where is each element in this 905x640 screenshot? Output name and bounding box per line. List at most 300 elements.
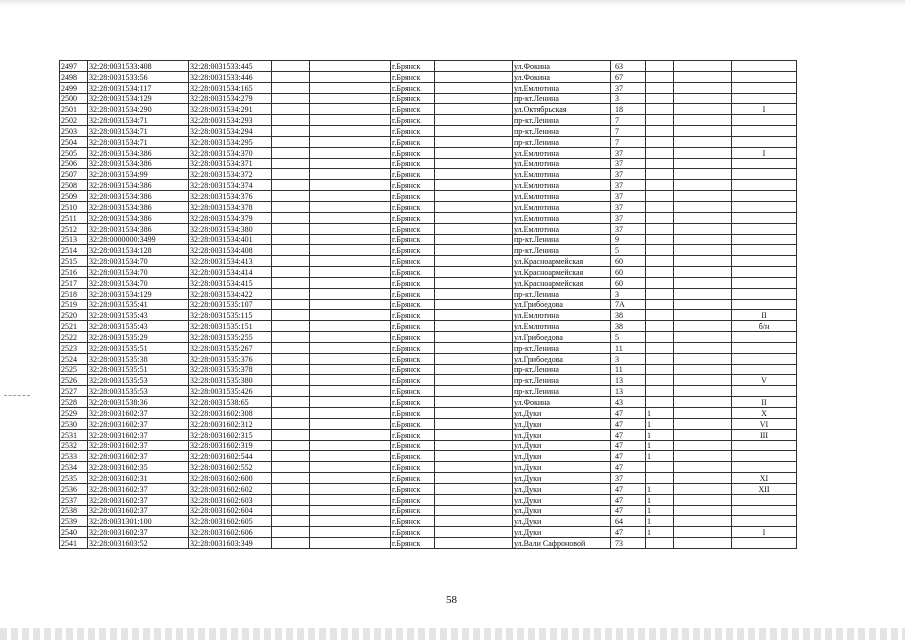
premises-cell: [732, 353, 797, 364]
empty-cell: [435, 516, 513, 527]
city-cell: г.Брянск: [391, 473, 435, 484]
street-cell: ул.Дуки: [513, 462, 611, 473]
empty-cell: [272, 234, 310, 245]
street-cell: ул.Грибоедова: [513, 353, 611, 364]
empty-cell: [435, 364, 513, 375]
city-cell: г.Брянск: [391, 180, 435, 191]
cadastral-number-cell: 32:28:0031534:386: [88, 201, 189, 212]
cadastral-number-cell: 32:28:0031534:290: [88, 104, 189, 115]
building-cell: 1: [646, 505, 674, 516]
premises-cell: [732, 451, 797, 462]
empty-cell: [674, 299, 732, 310]
empty-cell: [435, 288, 513, 299]
cadastral-number-cell: 32:28:0031603:52: [88, 538, 189, 549]
empty-cell: [435, 353, 513, 364]
empty-cell: [435, 277, 513, 288]
city-cell: г.Брянск: [391, 527, 435, 538]
empty-cell: [272, 342, 310, 353]
object-number-cell: 32:28:0031534:401: [189, 234, 272, 245]
cadastral-number-cell: 32:28:0031602:37: [88, 483, 189, 494]
city-cell: г.Брянск: [391, 212, 435, 223]
building-cell: 1: [646, 516, 674, 527]
row-number-cell: 2529: [60, 408, 88, 419]
object-number-cell: 32:28:0031535:151: [189, 321, 272, 332]
street-cell: пр-кт.Ленина: [513, 288, 611, 299]
empty-cell: [674, 483, 732, 494]
object-number-cell: 32:28:0031534:165: [189, 82, 272, 93]
empty-cell: [310, 353, 391, 364]
empty-cell: [674, 408, 732, 419]
row-number-cell: 2503: [60, 126, 88, 137]
building-cell: [646, 191, 674, 202]
city-cell: г.Брянск: [391, 483, 435, 494]
empty-cell: [435, 115, 513, 126]
table-row: [60, 180, 797, 191]
premises-cell: б/н: [732, 321, 797, 332]
empty-cell: [674, 147, 732, 158]
house-cell: 37: [611, 473, 646, 484]
empty-cell: [674, 61, 732, 72]
city-cell: г.Брянск: [391, 147, 435, 158]
house-cell: 37: [611, 82, 646, 93]
empty-cell: [272, 212, 310, 223]
row-number-cell: 2533: [60, 451, 88, 462]
street-cell: ул.Фокина: [513, 71, 611, 82]
object-number-cell: 32:28:0031534:291: [189, 104, 272, 115]
table-row: [60, 93, 797, 104]
empty-cell: [310, 169, 391, 180]
house-cell: 5: [611, 332, 646, 343]
empty-cell: [674, 126, 732, 137]
empty-cell: [310, 267, 391, 278]
building-cell: [646, 321, 674, 332]
house-cell: 3: [611, 353, 646, 364]
premises-cell: [732, 201, 797, 212]
premises-cell: [732, 386, 797, 397]
house-cell: 11: [611, 364, 646, 375]
empty-cell: [310, 451, 391, 462]
table-row: [60, 483, 797, 494]
premises-cell: [732, 71, 797, 82]
street-cell: пр-кт.Ленина: [513, 342, 611, 353]
building-cell: [646, 299, 674, 310]
street-cell: ул.Емлютина: [513, 223, 611, 234]
building-cell: 1: [646, 440, 674, 451]
empty-cell: [272, 310, 310, 321]
city-cell: г.Брянск: [391, 516, 435, 527]
empty-cell: [310, 245, 391, 256]
premises-cell: [732, 516, 797, 527]
empty-cell: [435, 473, 513, 484]
row-number-cell: 2538: [60, 505, 88, 516]
street-cell: ул.Емлютина: [513, 180, 611, 191]
empty-cell: [435, 527, 513, 538]
empty-cell: [272, 158, 310, 169]
row-number-cell: 2519: [60, 299, 88, 310]
empty-cell: [674, 71, 732, 82]
empty-cell: [435, 375, 513, 386]
object-number-cell: 32:28:0031602:315: [189, 429, 272, 440]
empty-cell: [272, 386, 310, 397]
street-cell: пр-кт.Ленина: [513, 364, 611, 375]
cadastral-number-cell: 32:28:0031534:71: [88, 115, 189, 126]
table-row: [60, 104, 797, 115]
cadastral-number-cell: 32:28:0031602:37: [88, 440, 189, 451]
row-number-cell: 2541: [60, 538, 88, 549]
house-cell: 47: [611, 483, 646, 494]
cadastral-number-cell: 32:28:0031602:37: [88, 505, 189, 516]
object-number-cell: 32:28:0031534:293: [189, 115, 272, 126]
table-row: [60, 473, 797, 484]
table-row: [60, 201, 797, 212]
premises-cell: [732, 505, 797, 516]
empty-cell: [272, 201, 310, 212]
object-number-cell: 32:28:0031534:372: [189, 169, 272, 180]
empty-cell: [272, 115, 310, 126]
street-cell: ул.Октябрьская: [513, 104, 611, 115]
city-cell: г.Брянск: [391, 375, 435, 386]
street-cell: ул.Емлютина: [513, 212, 611, 223]
object-number-cell: 32:28:0031535:255: [189, 332, 272, 343]
empty-cell: [310, 277, 391, 288]
street-cell: ул.Фокина: [513, 61, 611, 72]
city-cell: г.Брянск: [391, 277, 435, 288]
object-number-cell: 32:28:0031602:552: [189, 462, 272, 473]
object-number-cell: 32:28:0031602:602: [189, 483, 272, 494]
street-cell: ул.Дуки: [513, 505, 611, 516]
cadastral-number-cell: 32:28:0031535:51: [88, 342, 189, 353]
premises-cell: [732, 136, 797, 147]
empty-cell: [272, 267, 310, 278]
row-number-cell: 2528: [60, 397, 88, 408]
premises-cell: [732, 256, 797, 267]
premises-cell: [732, 267, 797, 278]
city-cell: г.Брянск: [391, 136, 435, 147]
empty-cell: [272, 462, 310, 473]
empty-cell: [272, 364, 310, 375]
table-row: [60, 191, 797, 202]
table-row: [60, 408, 797, 419]
premises-cell: [732, 364, 797, 375]
row-number-cell: 2514: [60, 245, 88, 256]
empty-cell: [272, 505, 310, 516]
street-cell: пр-кт.Ленина: [513, 126, 611, 137]
row-number-cell: 2532: [60, 440, 88, 451]
row-number-cell: 2512: [60, 223, 88, 234]
empty-cell: [674, 332, 732, 343]
table-row: [60, 277, 797, 288]
street-cell: ул.Емлютина: [513, 82, 611, 93]
house-cell: 37: [611, 201, 646, 212]
city-cell: г.Брянск: [391, 494, 435, 505]
empty-cell: [674, 505, 732, 516]
city-cell: г.Брянск: [391, 115, 435, 126]
premises-cell: [732, 299, 797, 310]
cadastral-number-cell: 32:28:0031535:43: [88, 310, 189, 321]
object-number-cell: 32:28:0031602:606: [189, 527, 272, 538]
empty-cell: [435, 332, 513, 343]
premises-cell: VI: [732, 418, 797, 429]
empty-cell: [310, 527, 391, 538]
table-row: [60, 516, 797, 527]
empty-cell: [310, 180, 391, 191]
empty-cell: [310, 321, 391, 332]
building-cell: [646, 158, 674, 169]
empty-cell: [310, 115, 391, 126]
city-cell: г.Брянск: [391, 321, 435, 332]
city-cell: г.Брянск: [391, 440, 435, 451]
table-row: [60, 212, 797, 223]
street-cell: ул.Дуки: [513, 527, 611, 538]
city-cell: г.Брянск: [391, 126, 435, 137]
object-number-cell: 32:28:0031602:603: [189, 494, 272, 505]
city-cell: г.Брянск: [391, 505, 435, 516]
building-cell: 1: [646, 483, 674, 494]
empty-cell: [674, 375, 732, 386]
row-number-cell: 2534: [60, 462, 88, 473]
row-number-cell: 2527: [60, 386, 88, 397]
city-cell: г.Брянск: [391, 408, 435, 419]
empty-cell: [674, 212, 732, 223]
cadastral-number-cell: 32:28:0031534:71: [88, 136, 189, 147]
empty-cell: [674, 386, 732, 397]
empty-cell: [272, 494, 310, 505]
empty-cell: [310, 386, 391, 397]
city-cell: г.Брянск: [391, 201, 435, 212]
street-cell: ул.Емлютина: [513, 191, 611, 202]
building-cell: [646, 375, 674, 386]
house-cell: 47: [611, 494, 646, 505]
object-number-cell: 32:28:0031534:378: [189, 201, 272, 212]
empty-cell: [272, 299, 310, 310]
empty-cell: [674, 440, 732, 451]
empty-cell: [435, 299, 513, 310]
row-number-cell: 2499: [60, 82, 88, 93]
empty-cell: [674, 169, 732, 180]
row-number-cell: 2521: [60, 321, 88, 332]
street-cell: ул.Дуки: [513, 440, 611, 451]
house-cell: 47: [611, 440, 646, 451]
empty-cell: [674, 429, 732, 440]
empty-cell: [674, 418, 732, 429]
premises-cell: XI: [732, 473, 797, 484]
empty-cell: [435, 321, 513, 332]
house-cell: 47: [611, 527, 646, 538]
building-cell: [646, 267, 674, 278]
row-number-cell: 2536: [60, 483, 88, 494]
object-number-cell: 32:28:0031534:414: [189, 267, 272, 278]
cadastral-number-cell: 32:28:0031534:70: [88, 277, 189, 288]
object-number-cell: 32:28:0031534:374: [189, 180, 272, 191]
cadastral-number-cell: 32:28:0031534:386: [88, 223, 189, 234]
empty-cell: [435, 440, 513, 451]
cadastral-number-cell: 32:28:0031602:31: [88, 473, 189, 484]
empty-cell: [310, 256, 391, 267]
table-row: [60, 245, 797, 256]
house-cell: 60: [611, 256, 646, 267]
house-cell: 43: [611, 397, 646, 408]
building-cell: [646, 147, 674, 158]
premises-cell: [732, 93, 797, 104]
empty-cell: [272, 169, 310, 180]
premises-cell: [732, 115, 797, 126]
empty-cell: [435, 71, 513, 82]
row-number-cell: 2504: [60, 136, 88, 147]
empty-cell: [435, 212, 513, 223]
premises-cell: [732, 277, 797, 288]
row-number-cell: 2513: [60, 234, 88, 245]
row-number-cell: 2525: [60, 364, 88, 375]
empty-cell: [310, 364, 391, 375]
premises-cell: [732, 158, 797, 169]
empty-cell: [674, 136, 732, 147]
premises-cell: I: [732, 147, 797, 158]
object-number-cell: 32:28:0031534:379: [189, 212, 272, 223]
empty-cell: [272, 483, 310, 494]
cadastral-number-cell: 32:28:0031535:53: [88, 386, 189, 397]
city-cell: г.Брянск: [391, 169, 435, 180]
empty-cell: [272, 527, 310, 538]
empty-cell: [435, 82, 513, 93]
empty-cell: [310, 473, 391, 484]
empty-cell: [272, 516, 310, 527]
row-number-cell: 2540: [60, 527, 88, 538]
object-number-cell: 32:28:0031535:378: [189, 364, 272, 375]
object-number-cell: 32:28:0031602:308: [189, 408, 272, 419]
empty-cell: [272, 71, 310, 82]
object-number-cell: 32:28:0031534:408: [189, 245, 272, 256]
premises-cell: I: [732, 527, 797, 538]
empty-cell: [310, 104, 391, 115]
empty-cell: [272, 82, 310, 93]
table-row: [60, 364, 797, 375]
empty-cell: [435, 147, 513, 158]
object-number-cell: 32:28:0031534:376: [189, 191, 272, 202]
street-cell: ул.Грибоедова: [513, 332, 611, 343]
premises-cell: [732, 245, 797, 256]
row-number-cell: 2508: [60, 180, 88, 191]
object-number-cell: 32:28:0031534:294: [189, 126, 272, 137]
building-cell: [646, 223, 674, 234]
object-number-cell: 32:28:0031533:446: [189, 71, 272, 82]
house-cell: 37: [611, 212, 646, 223]
empty-cell: [310, 538, 391, 549]
building-cell: [646, 136, 674, 147]
premises-cell: [732, 288, 797, 299]
city-cell: г.Брянск: [391, 93, 435, 104]
empty-cell: [674, 353, 732, 364]
object-number-cell: 32:28:0031534:413: [189, 256, 272, 267]
empty-cell: [272, 473, 310, 484]
empty-cell: [674, 82, 732, 93]
building-cell: 1: [646, 494, 674, 505]
row-number-cell: 2537: [60, 494, 88, 505]
empty-cell: [310, 299, 391, 310]
object-number-cell: 32:28:0031535:426: [189, 386, 272, 397]
building-cell: [646, 353, 674, 364]
house-cell: 13: [611, 375, 646, 386]
cadastral-number-cell: 32:28:0031534:386: [88, 180, 189, 191]
table-row: [60, 462, 797, 473]
cadastral-number-cell: 32:28:0000000:3499: [88, 234, 189, 245]
street-cell: пр-кт.Ленина: [513, 245, 611, 256]
empty-cell: [310, 342, 391, 353]
empty-cell: [272, 397, 310, 408]
house-cell: 37: [611, 180, 646, 191]
empty-cell: [310, 223, 391, 234]
table-row: [60, 71, 797, 82]
building-cell: [646, 201, 674, 212]
street-cell: пр-кт.Ленина: [513, 136, 611, 147]
empty-cell: [310, 397, 391, 408]
street-cell: ул.Дуки: [513, 483, 611, 494]
row-number-cell: 2530: [60, 418, 88, 429]
empty-cell: [435, 310, 513, 321]
building-cell: [646, 397, 674, 408]
empty-cell: [310, 212, 391, 223]
street-cell: пр-кт.Ленина: [513, 234, 611, 245]
empty-cell: [435, 267, 513, 278]
empty-cell: [674, 245, 732, 256]
object-number-cell: 32:28:0031535:107: [189, 299, 272, 310]
object-number-cell: 32:28:0031534:295: [189, 136, 272, 147]
empty-cell: [435, 191, 513, 202]
row-number-cell: 2518: [60, 288, 88, 299]
table-row: [60, 429, 797, 440]
empty-cell: [435, 126, 513, 137]
empty-cell: [272, 332, 310, 343]
empty-cell: [310, 126, 391, 137]
row-number-cell: 2520: [60, 310, 88, 321]
cadastral-number-cell: 32:28:0031534:386: [88, 147, 189, 158]
empty-cell: [435, 234, 513, 245]
city-cell: г.Брянск: [391, 267, 435, 278]
cadastral-number-cell: 32:28:0031534:99: [88, 169, 189, 180]
building-cell: [646, 288, 674, 299]
empty-cell: [674, 462, 732, 473]
city-cell: г.Брянск: [391, 342, 435, 353]
empty-cell: [310, 201, 391, 212]
object-number-cell: 32:28:0031534:370: [189, 147, 272, 158]
building-cell: [646, 126, 674, 137]
empty-cell: [310, 234, 391, 245]
empty-cell: [310, 494, 391, 505]
city-cell: г.Брянск: [391, 299, 435, 310]
house-cell: 67: [611, 71, 646, 82]
empty-cell: [435, 408, 513, 419]
empty-cell: [674, 115, 732, 126]
object-number-cell: 32:28:0031534:415: [189, 277, 272, 288]
street-cell: ул.Емлютина: [513, 310, 611, 321]
empty-cell: [435, 223, 513, 234]
empty-cell: [674, 538, 732, 549]
building-cell: [646, 82, 674, 93]
empty-cell: [674, 277, 732, 288]
row-number-cell: 2535: [60, 473, 88, 484]
cadastral-number-cell: 32:28:0031534:71: [88, 126, 189, 137]
street-cell: ул.Вали Сафроновой: [513, 538, 611, 549]
object-number-cell: 32:28:0031602:312: [189, 418, 272, 429]
empty-cell: [674, 494, 732, 505]
scan-margin-mark: [4, 395, 30, 396]
premises-cell: [732, 342, 797, 353]
premises-cell: [732, 234, 797, 245]
row-number-cell: 2524: [60, 353, 88, 364]
house-cell: 38: [611, 310, 646, 321]
empty-cell: [272, 104, 310, 115]
premises-cell: [732, 538, 797, 549]
empty-cell: [310, 375, 391, 386]
